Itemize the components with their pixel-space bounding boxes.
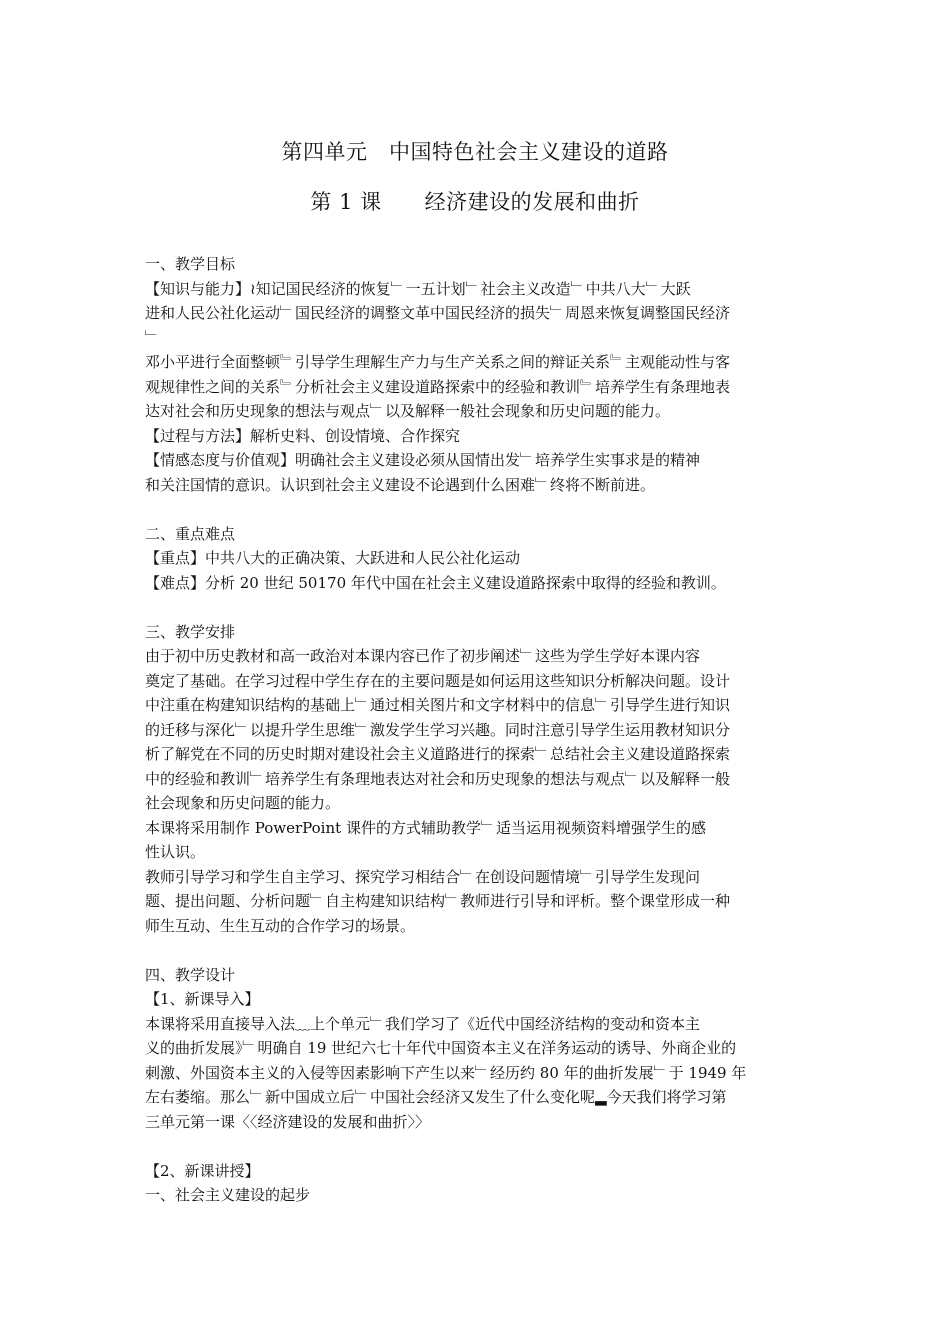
- text-line: 【2、新课讲授】: [145, 1161, 260, 1180]
- text-line: 析了解党在不同的历史时期对建设社会主义道路进行的探索﹂总结社会主义建设道路探索: [145, 745, 731, 763]
- text-line: 本课将采用制作 PowerPoint 课件的方式辅助教学﹂适当运用视频资料增强学生的感: [145, 818, 706, 837]
- text-line: 的迁移与深化﹂以提升学生思维﹂激发学生学习兴趣。同时注意引导学生运用教材知识分: [145, 720, 731, 739]
- blank-line: [145, 938, 813, 963]
- text-line: ﹂: [145, 328, 161, 347]
- document-body: [145, 252, 813, 1208]
- text-line: 一、社会主义建设的起步: [145, 1186, 311, 1204]
- text-line: 一、教学目标: [145, 255, 236, 273]
- text-line: 【重点】中共八大的正确决策、大跃进和人民公社化运动: [145, 549, 521, 567]
- text-line: 【过程与方法】解析史料、创设情境、合作探究: [145, 426, 461, 445]
- blank-line: [145, 1134, 813, 1159]
- text-line: 【1、新课导入】: [145, 990, 260, 1008]
- text-line: 由于初中历史教材和高一政治对本课内容已作了初步阐述﹂这些为学生学好本课内容: [145, 647, 701, 665]
- text-line: 和关注国情的意识。认识到社会主义建设不论遇到什么困难﹂终将不断前进。: [145, 475, 656, 494]
- text-line: 观规律性之间的关系﹄分析社会主义建设道路探索中的经验和教训﹄培养学生有条理地表: [145, 377, 731, 396]
- text-line: 邓小平进行全面整顿﹄引导学生理解生产力与生产关系之间的辩证关系﹄主观能动性与客: [145, 353, 731, 371]
- text-line: 社会现象和历史问题的能力。: [145, 794, 341, 812]
- text-line: 左右萎缩。那么﹂新中国成立后﹂中国社会经济又发生了什么变化呢▂今天我们将学习第: [145, 1088, 727, 1106]
- text-line: 教师引导学习和学生自主学习、探究学习相结合﹂在创设问题情境﹂引导学生发现问: [145, 867, 701, 886]
- text-line: 四、教学设计: [145, 965, 236, 984]
- text-line: 题、提出问题、分析问题﹂自主构建知识结构﹂教师进行引导和评析。整个课堂形成一种: [145, 892, 731, 910]
- text-line: 三单元第一课〈〈经济建设的发展和曲折〉〉: [145, 1112, 431, 1131]
- lesson-title: 第 1 课 经济建设的发展和曲折: [310, 190, 640, 214]
- text-line: 达对社会和历史现象的想法与观点﹂以及解释一般社会现象和历史问题的能力。: [145, 402, 671, 420]
- text-line: 【难点】分析 20 世纪 50170 年代中国在社会主义建设道路探索中取得的经验和教训。: [145, 573, 726, 592]
- text-line: 奠定了基础。在学习过程中学生存在的主要问题是如何运用这些知识分析解决问题。设计: [145, 671, 731, 690]
- text-line: 三、教学安排: [145, 622, 236, 641]
- text-line: 刺激、外国资本主义的入侵等因素影响下产生以来﹂经历约 80 年的曲折发展﹂于 1949 年: [145, 1063, 747, 1082]
- text-line: 【知识与能力】≀知记国民经济的恢复﹂一五计划﹂社会主义改造﹂中共八大﹂大跃: [145, 279, 691, 298]
- text-line: 【情感态度与价值观】明确社会主义建设必须从国情出发﹂培养学生实事求是的精神: [145, 451, 701, 469]
- unit-title: 第四单元 中国特色社会主义建设的道路: [281, 140, 669, 164]
- text-line: 义的曲折发展》﹂明确自 19 世纪六七十年代中国资本主义在洋务运动的诱导、外商企业的: [145, 1039, 737, 1057]
- text-line: 中的经验和教训﹂培养学生有条理地表达对社会和历史现象的想法与观点﹂以及解释一般: [145, 769, 731, 788]
- text-line: 进和人民公社化运动﹂国民经济的调整文革中国民经济的损失﹂周恩来恢复调整国民经济: [145, 304, 731, 322]
- text-line: 本课将采用直接导入法﹏上个单元﹂我们学习了《近代中国经济结构的变动和资本主: [145, 1014, 701, 1033]
- text-line: 性认识。: [145, 843, 206, 861]
- text-line: 师生互动、生生互动的合作学习的场景。: [145, 916, 416, 935]
- blank-line: [145, 595, 813, 620]
- blank-line: [145, 497, 813, 522]
- text-line: 中注重在构建知识结构的基础上﹂通过相关图片和文字材料中的信息﹂引导学生进行知识: [145, 696, 731, 714]
- text-line: 二、重点难点: [145, 524, 236, 543]
